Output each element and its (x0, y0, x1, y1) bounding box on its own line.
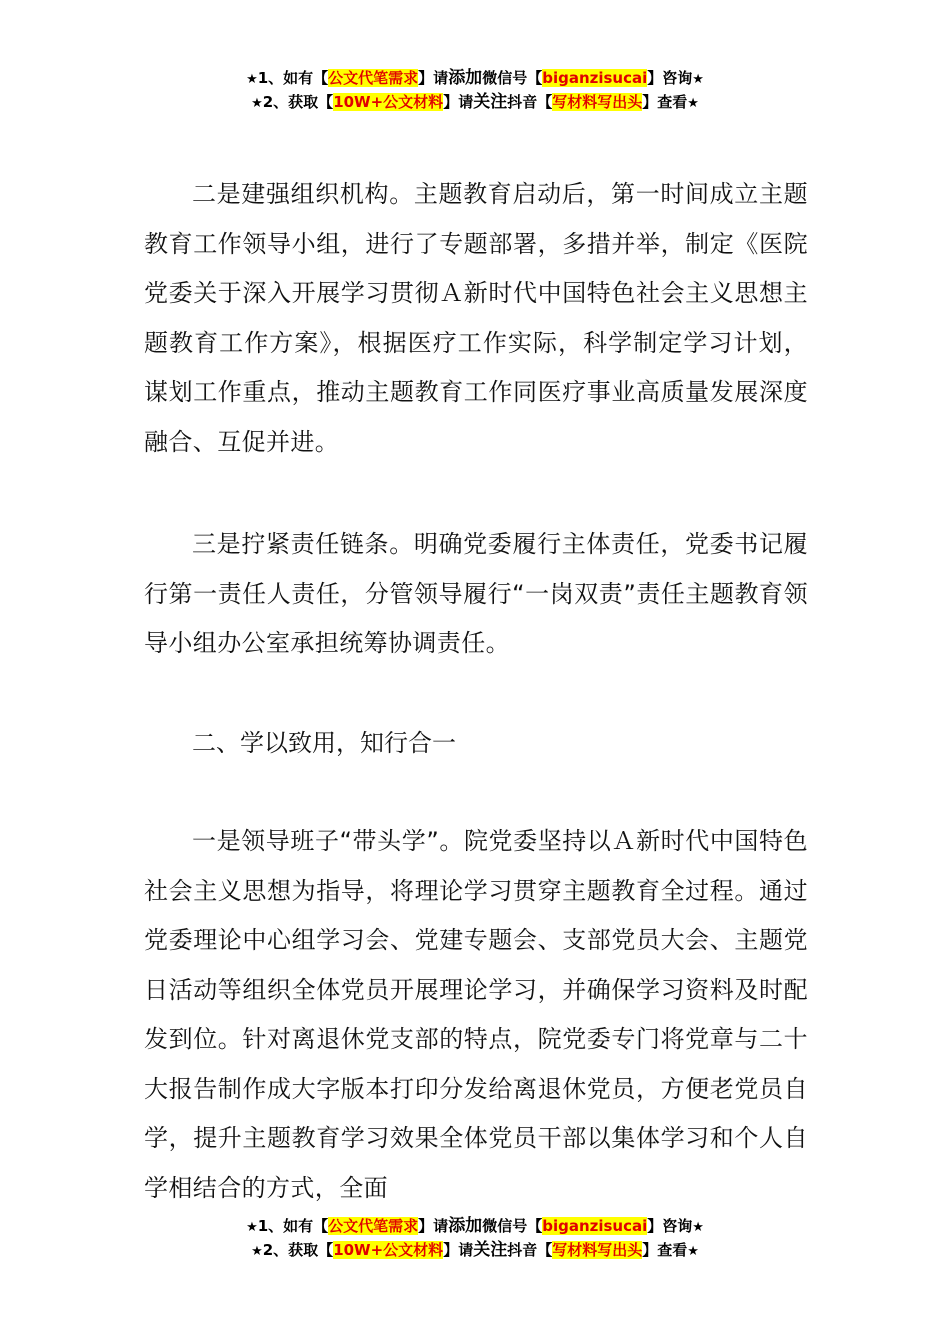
star-icon: ★ (692, 72, 704, 87)
section-heading: 二、学以致用，知行合一 (192, 729, 456, 757)
banner-line-1-lead: 1、如有【 (257, 69, 329, 87)
banner-line-2-highlight-materials: 10W+公文材料 (333, 1241, 444, 1259)
star-icon: ★ (692, 1220, 704, 1235)
banner-line-2-mid: 】请 (443, 1241, 474, 1259)
banner-line-1-tail: 】咨询 (647, 69, 693, 87)
paragraph-leadership-study: 一是领导班子“带头学”。院党委坚持以Ａ新时代中国特色社会主义思想为指导，将理论学习贯穿主题教育全过程。通过党委理论中心组学习会、党建专题会、支部党员大会、主题党日活动等组织全体党员开展理论学习，并确保学习资料及时配发到位。针对离退休党支部的特点，院党委专门将党章与二十大报告制作成大字版本打印分发给离退休党员，方便老党员自学，提升主题教育学习效果全体党员干部以集体学习和个人自学相结合的方式，全面 (144, 827, 808, 1202)
star-icon: ★ (246, 72, 258, 87)
banner-line-1-lead: 1、如有【 (257, 1217, 329, 1235)
banner-line-2-mid: 】请 (443, 93, 474, 111)
banner-line-1-emphasis: 添加 (448, 68, 483, 88)
banner-line-1-emphasis: 添加 (448, 1216, 483, 1236)
banner-line-2 (0, 1238, 950, 1262)
banner-line-2-tail: 】查看 (642, 93, 688, 111)
banner-line-2-highlight-douyin: 写材料写出头 (552, 93, 643, 111)
star-icon: ★ (251, 96, 263, 111)
star-icon: ★ (687, 96, 699, 111)
banner-line-1-tail: 】咨询 (647, 1217, 693, 1235)
banner-line-1-mid: 】请 (418, 1217, 449, 1235)
star-icon: ★ (687, 1244, 699, 1259)
banner-line-1-highlight-wechat: biganzisucai (542, 1217, 648, 1235)
banner-line-2-tail: 】查看 (642, 1241, 688, 1259)
banner-line-1-mid2: 微信号【 (482, 1217, 543, 1235)
banner-line-1-mid: 】请 (418, 69, 449, 87)
banner-line-1 (0, 1214, 950, 1238)
footer-banner (0, 1214, 950, 1262)
banner-line-2-highlight-douyin: 写材料写出头 (552, 1241, 643, 1259)
banner-line-2-emphasis: 关注 (473, 1240, 508, 1260)
header-banner (0, 66, 950, 114)
banner-line-1-highlight-service: 公文代笔需求 (328, 69, 419, 87)
star-icon: ★ (246, 1220, 258, 1235)
banner-line-2-mid2: 抖音【 (507, 1241, 553, 1259)
paragraph-organization: 二是建强组织机构。主题教育启动后，第一时间成立主题教育工作领导小组，进行了专题部署，多措并举，制定《医院党委关于深入开展学习贯彻Ａ新时代中国特色社会主义思想主题教育工作方案》，根据医疗工作实际，科学制定学习计划，谋划工作重点，推动主题教育工作同医疗事业高质量发展深度融合、互促并进。 (144, 180, 808, 456)
banner-line-2-highlight-materials: 10W+公文材料 (333, 93, 444, 111)
banner-line-1-mid2: 微信号【 (482, 69, 543, 87)
banner-line-2 (0, 90, 950, 114)
banner-line-2-mid2: 抖音【 (507, 93, 553, 111)
paragraph-responsibility: 三是拧紧责任链条。明确党委履行主体责任，党委书记履行第一责任人责任，分管领导履行“一岗双责”责任主题教育领导小组办公室承担统筹协调责任。 (144, 530, 808, 657)
banner-line-1-highlight-wechat: biganzisucai (542, 69, 648, 87)
banner-line-1 (0, 66, 950, 90)
banner-line-2-emphasis: 关注 (473, 92, 508, 112)
banner-line-1-highlight-service: 公文代笔需求 (328, 1217, 419, 1235)
banner-line-2-lead: 2、获取【 (262, 93, 334, 111)
star-icon: ★ (251, 1244, 263, 1259)
banner-line-2-lead: 2、获取【 (262, 1241, 334, 1259)
